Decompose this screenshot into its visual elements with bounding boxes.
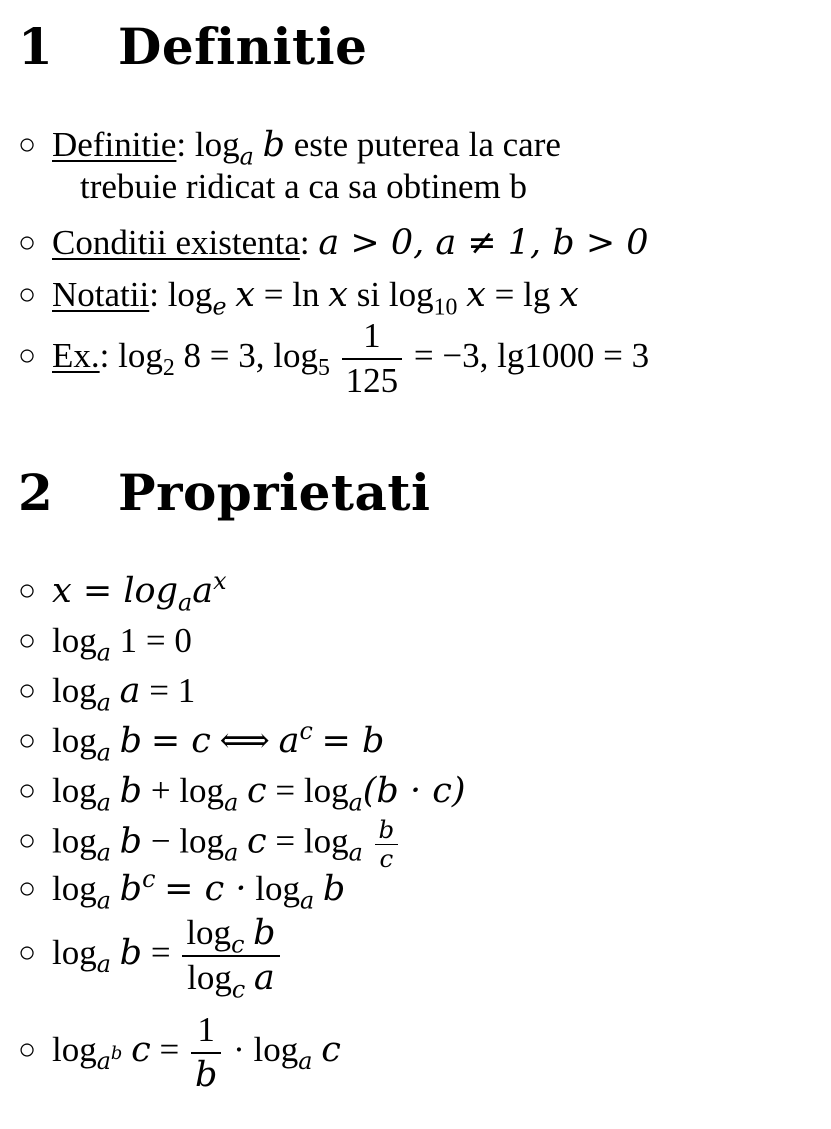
section-2-heading [18, 463, 431, 522]
examples-label: Ex. [52, 335, 100, 375]
definition-continuation: trebuie ridicat a ca sa obtinem b [80, 167, 528, 206]
fraction-1-over-125: $\frac{1}{125}$ [342, 318, 403, 400]
notations-label: Notatii [52, 275, 150, 314]
list-item-notations: ○ Notatii: $\log_e x = \ln x$ si $\log_{10} x = \lg x$ [18, 275, 579, 321]
property-4: ○ $\log_a b = c$ ⟺ $a^c = b$ [18, 716, 385, 767]
property-9: ○ $\log_{a^b} c$ = $\frac{1}{b}$ · $\log_a c$ [18, 1010, 341, 1095]
conditions-expression: a > 0, a ≠ 1, b > 0 [318, 223, 649, 263]
fraction-change-of-base: $\frac{\log_c b}{\log_c a}$ [182, 915, 279, 997]
bullet-icon: ○ [18, 338, 37, 372]
bullet-icon: ○ [18, 226, 37, 259]
property-7: ○ $\log_a b^c = c \cdot \log_a b$ [18, 864, 346, 915]
bullet-icon: ○ [18, 128, 37, 161]
section-1-heading [18, 17, 368, 76]
bullet-icon: ○ [18, 674, 37, 707]
fraction-1-over-b: $\frac{1}{b}$ [191, 1012, 221, 1094]
list-item-conditions: ○ Conditii existenta: a > 0, a ≠ 1, b > 0 [18, 223, 649, 263]
bullet-icon: ○ [18, 824, 37, 858]
property-8: ○ $\log_a b$ = $\frac{\log_c b}{\log_c a}$ [18, 915, 283, 997]
bullet-icon: ○ [18, 935, 37, 969]
bullet-icon: ○ [18, 278, 37, 311]
bullet-icon: ○ [18, 574, 37, 607]
property-6: ○ $\log_a b - \log_a c = \log_a$ $\frac{b}{c}$ [18, 817, 401, 871]
section-1-number: 1 [18, 17, 54, 76]
bullet-icon: ○ [18, 724, 37, 757]
list-item-definition: ○ Definitie: $\log_a b$ este puterea la care trebuie ridicat a ca sa obtinem b [18, 125, 561, 206]
property-3: ○ $\log_a a = 1$ [18, 671, 196, 717]
property-2: ○ $\log_a 1 = 0$ [18, 621, 192, 667]
definition-label: Definitie [52, 125, 177, 164]
conditions-label: Conditii existenta [52, 223, 300, 262]
bullet-icon: ○ [18, 624, 37, 657]
section-1-title: Definitie [118, 17, 368, 76]
bullet-icon: ○ [18, 774, 37, 807]
fraction-b-over-c: $\frac{b}{c}$ [375, 817, 399, 871]
bullet-icon: ○ [18, 1032, 37, 1066]
section-2-number: 2 [18, 463, 54, 522]
property-5: ○ $\log_a b + \log_a c = \log_a(b \cdot c)$ [18, 771, 466, 817]
bullet-icon: ○ [18, 872, 37, 905]
list-item-examples: ○ Ex.: $\log_2 8 = 3$, $\log_5$ $\frac{1}{125}$ = −3, lg1000 = 3 [18, 316, 650, 400]
section-2-title: Proprietati [118, 463, 431, 522]
property-1: ○ $x = \log_aa^x$ [18, 566, 227, 617]
iff-icon: ⟺ [219, 721, 270, 760]
